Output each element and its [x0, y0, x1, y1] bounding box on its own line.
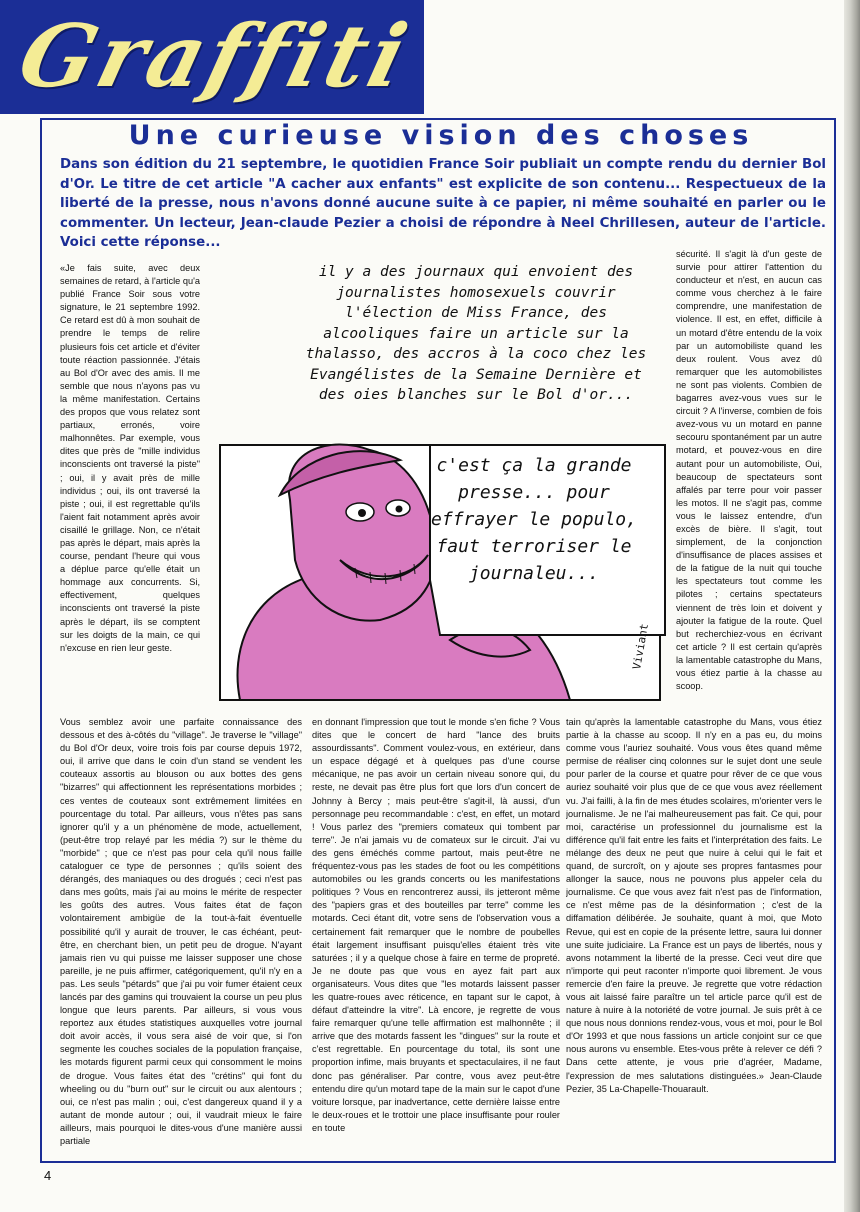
article-column-left: [60, 262, 200, 712]
article-column-bottom-2: [312, 716, 560, 1156]
article-headline: Une curieuse vision des choses: [128, 120, 754, 151]
article-lede: Dans son édition du 21 septembre, le quotidien France Soir publiait un compte rendu du dernier Bol d'Or. Le titre de cet article "A cacher aux enfants" est explicite de son contenu... Respectueux de la liberté de la presse, nous n'avons donné aucune suite à ce papier, ni même souhaité en parler ou le commenter. Un lecteur, Jean-claude Pezier a choisi de répondre à Neel Chrillesen, auteur de l'article. Voici cette réponse...: [60, 157, 826, 251]
section-header: [0, 0, 424, 114]
page-binding: [844, 0, 860, 1212]
speech-bubble-text: c'est ça la grande presse... pour effrayer le populo, faut terroriser le journaleu...: [431, 455, 637, 584]
column-text: tain qu'après la lamentable catastrophe du Mans, vous étiez partie à la chasse au scoop. Il n'y en a pas eu, du moins comme vous l'auriez souhaité. Vous vous êtes quand même permise de réaliser cinq colonnes sur le sujet dont une seule pour parler de la course et quatre pour rêver de ce que vous auriez souhaité voir plus que de ce que vous avez réellement vu. J'ai failli, à la fin de mes études scolaires, m'orienter vers le journalisme. Je ne l'ai malheureusement pas fait. Ce qui, pour moi, caractérise un professionnel du journalisme est la différence qu'il fait entre les faits et l'interprétation des faits. Le mélange des deux ne peut que nuire à celui qui le fait et quand, de surcroît, on y ajoute ses propres fantasmes pour allonger la sauce, nous ne pouvons plus appeler cela du journalisme. Ce que vous avez fait n'est pas de l'information, ce n'est même pas de la désinformation ; c'est de la diffamation délibérée. Je souhaite, quant à moi, que Moto Revue, qui est en copie de la présente lettre, saura lui donner une suite judiciaire. La France est un pays de libertés, nous y avons notamment la liberté de la presse. Ceci veut dire que n'importe qui peut raconter n'importe quoi librement. Je vous remercie d'en faire la preuve. Je regrette que votre rédaction vous ait laissé faire paraître un tel article parce qu'il est de nature à nuire à la notoriété de votre journal. Je suis prêt à ce que nous nous donnions rendez-vous, vous et moi, pour le Bol d'Or 1993 et que nous fassions un article conjoint sur ce que nous aurons vu ensemble. Etes-vous prête à relever ce défi ? Dans cette attente, je vous prie d'agréer, Madame, l'expression de mes salutations distinguées.» Jean-Claude Pezier, 35 La-Chapelle-Thouarault.: [566, 717, 822, 1094]
section-title: Graffiti: [9, 6, 421, 107]
column-text: Vous semblez avoir une parfaite connaissance des dessous et des à-côtés du "village". Je traverse le "village" du Bol d'Or deux, voire trois fois par course depuis 1972, oui, il arrive que dans le coin d'un stand se vendent les couteaux assortis au blouson ou aux bottes des gens "bizarres" qui affectionnent les représentations morbides ; ces ventes de couteaux sont extrêmement limitées en pourcentage du total. Par ailleurs, vous n'êtes pas sans ignorer qu'il y a un phénomène de mode, actuellement, (peut-être trop relayé par les média ?) sur le thème du "morbide" ; que ce n'est pas pour cela qu'il nous faille cataloguer ce type de personnes ; qu'ils soient des dérangés, des maniaques ou des drogués ; ceci n'est pas dans mes goûts, mais j'ai au moins le mérite de respecter les goûts des autres. Vous faites état de façon volontairement ambigüe de la tout-à-fait éventuelle possibilité qu'il y aurait de trouver, le cas échéant, peut-être, en cherchant bien, un petit peu de drogue. N'ayant jamais rien vu qui puisse me laisser supposer une chose pareille, je ne puis affirmer, catégoriquement, qu'il n'y en a pas. Les seuls "pétards" que j'ai pu voir fumer étaient ceux lancés par des gamins qui trouvaient la course un peu plus longue que leurs parents. Par ailleurs, si vous vous reportez aux études statistiques auxquelles votre journal doit avoir accès, il vous sera aisé de voir que, si l'on segmente les couches sociales de la population française, les motards figurent parmi ceux qui consomment le moins de drogue. Vous faites état des "crétins" qui font du wheeling ou du "burn out" sur le circuit ou aux alentours ; oui, ce n'est pas malin ; oui, c'est dangereux quand il y a autant de monde autour ; oui, il vaudrait mieux le faire ailleurs, mais pourquoi le dites-vous d'une manière aussi partiale: [60, 717, 302, 1146]
cartoon-caption: il y a des journaux qui envoient des journalistes homosexuels couvrir l'élection de Miss France, des alcooliques faire un article sur la thalasso, des accros à la coco chez les Evangélistes de la Semaine Dernière et des oies blanches sur le Bol d'or...: [305, 264, 647, 403]
article-column-bottom-1: [60, 716, 302, 1156]
column-text: en donnant l'impression que tout le monde s'en fiche ? Vous dites que le concert de hard "lance des bruits assourdissants". Comment voulez-vous, en extérieur, dans un espace dégagé et à quelques pas d'une course mécanique, ne pas avoir un certain niveau sonore qui, du reste, ne devait pas être plus fort que lors d'un concert de Johnny à Bercy ; mais peut-être s'agit-il, là aussi, d'un personnage peu recommandable : c'est, en effet, un motard ! Vous parlez des "premiers comateux qui tombent par terre". Je n'ai jamais vu de comateux sur le circuit. J'ai vu des gens éméchés comme partout, mais peut-être ne fréquentez-vous pas les stades de foot ou les compétitions automobiles ou les grands concerts ou les manifestations politiques ? Vous en rencontrerez aussi, ils jetteront même des "papiers gras et des bouteilles par terre" comme les motards. Ceci étant dit, votre sens de l'observation vous a certainement fait remarquer que le nombre de poubelles était largement insuffisant puisqu'elles étaient très vite saturées ; il y a quelque chose à faire en terme de propreté. Je ne doute pas que vous en ayez fait part aux organisateurs. Vous dites que "les motards laissent passer les quatre-roues avec réticence, en tapant sur le capot, à défaut d'atteindre la vitre". Là encore, je regrette de vous faire remarquer qu'une telle affirmation est malhonnête ; il arrive que des motards fassent les "dingues" sur la route et c'est regrettable. En pourcentage du total, ils sont une proportion infime, mais bruyants et spectaculaires, il ne faut donc pas généraliser. Par contre, vous avez peut-être entendu dire qu'un motard tape de la main sur le capot d'une voiture lorsque, par inadvertance, cette dernière laisse entre le deux-roues et le trottoir une place insuffisante pour rouler en toute: [312, 717, 560, 1133]
cartoon-signature: Viviant: [630, 622, 652, 671]
column-text: «Je fais suite, avec deux semaines de retard, à l'article qu'a publié France Soir sous votre signature, le 21 septembre 1992. Ce retard est dû à mon souhait de prendre le temps de relire plusieurs fois cet article et d'éviter toute réaction passionnée. J'étais au Bol d'Or avec des amis. Il me semble que nous n'ayons pas vu la même manifestation. Certains des propos que vous relatez sont partiaux, erronés, voire malhonnêtes. Par exemple, vous dites que près de "mille individus inconscients ont traversé la piste" ; oui, il y avait près de mille individus ; oui, ils ont traversé la piste ; oui, il est regrettable qu'ils l'aient fait notamment après avoir cisaillé le grillage. Non, ce n'était pas après le départ, mais après la course, pendant l'heure qui vous a déplue parce qu'elle était un hommage aux concurrents. Si, effectivement, quelques inconscients ont traversé la piste après le départ, ils se comptent sur les doigts de la main, ce qui n'excuse en rien leur geste.: [60, 263, 200, 653]
column-text: sécurité. Il s'agit là d'un geste de survie pour attirer l'attention du conducteur et n'est, en aucun cas comme vous cherchez à le faire comprendre, une manifestation de violence. Il est, en effet, difficile à un motard d'être entendu de la voix par un automobiliste quand les deux roulent. Vous avez dû remarquer que les automobilistes ne sont pas violents. Combien de bagarres avez-vous vues sur le circuit ? A l'inverse, combien de fois avez-vous vu un motard en panne secouru spontanément par un autre motard, et pouvez-vous en dire autant pour un automobiliste, Oui, beaucoup de spectateurs sont affalés par terre pour voir passer les motos. Il ne s'agit pas, comme vous le laissez entendre, d'un excès de bière. Il s'agit, tout simplement, de la conjonction d'insuffisance de places assises et de la fatigue de la nuit qui touche les spectateurs tout comme les pilotes ; certains spectateurs viennent de très loin et doivent y ajouter la fatigue de la route. Quel but recherchiez-vous en écrivant cet article ? Il est certain qu'après la lamentable catastrophe du Mans, vous étiez partie à la chasse au scoop.: [676, 249, 822, 692]
page-number: 4: [44, 1168, 52, 1183]
article-column-right: [676, 248, 822, 716]
article-column-bottom-3: [566, 716, 822, 1156]
